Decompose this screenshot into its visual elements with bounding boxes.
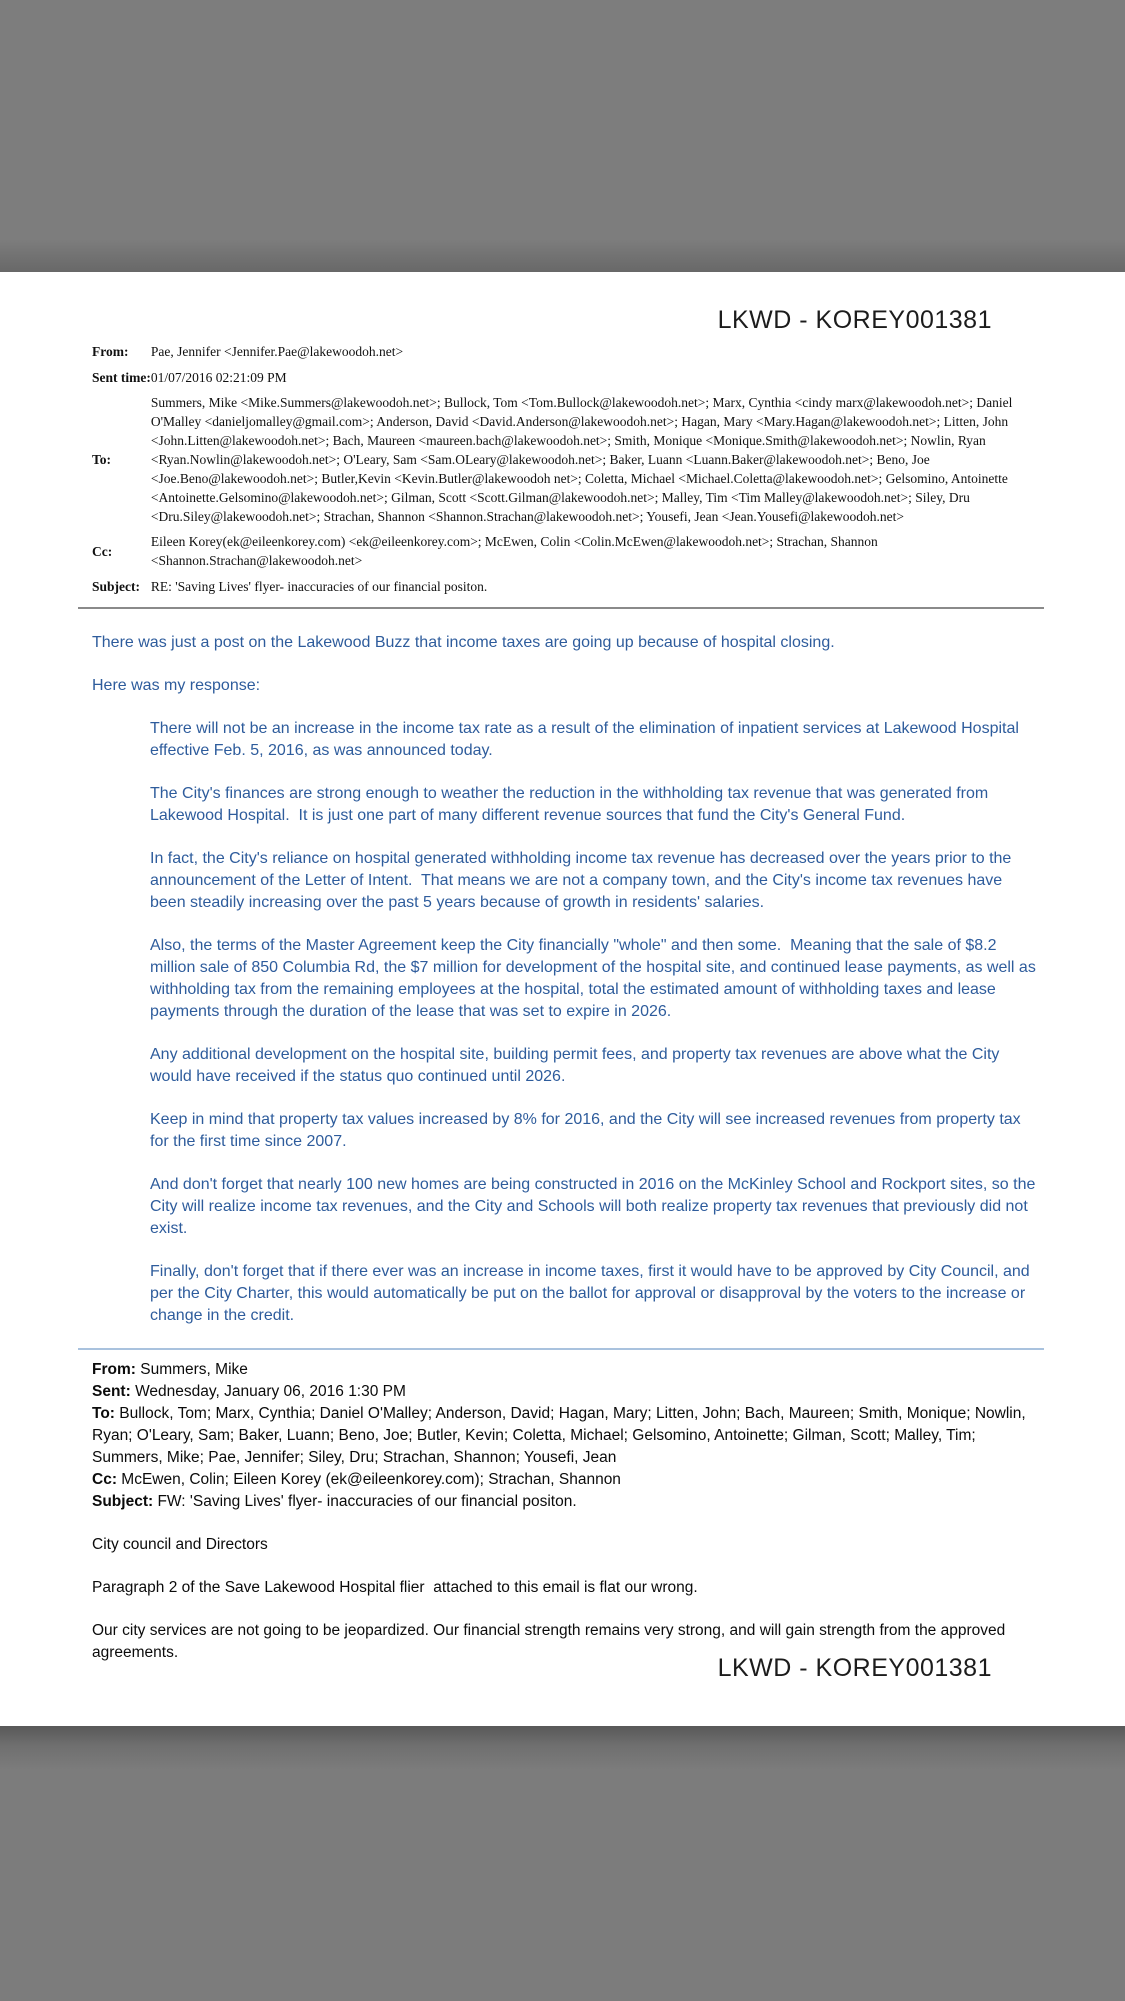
body-paragraph: And don't forget that nearly 100 new homes are being constructed in 2016 on the McKinley School and Rockport sites, so the City will realize income tax revenues, and the City and Schools will both realize property tax revenues that previously did not exist. — [150, 1176, 1040, 1237]
quoted-original-message — [92, 1359, 1040, 1664]
quoted-to-value: Bullock, Tom; Marx, Cynthia; Daniel O'Malley; Anderson, David; Hagan, Mary; Litten, John; Bach, Maureen; Smith, Monique; Nowlin, Ryan; O'Leary, Sam; Baker, Luann; Beno, Joe; Butler, Kevin; Coletta, Michael; Gelsomino, Antoinette; Gilman, Scott; Malley, Tim; Summers, Mike; Pae, Jennifer; Siley, Dru; Strachan, Shannon; Yousefi, Jean — [92, 1405, 1030, 1466]
body-paragraph: Here was my response: — [92, 677, 261, 694]
header-row-subject — [92, 573, 1040, 599]
email-header — [92, 338, 1040, 599]
subject-value: RE: 'Saving Lives' flyer- inaccuracies of our financial positon. — [150, 578, 488, 594]
body-paragraph: The City's finances are strong enough to weather the reduction in the withholding tax revenue that was generated from Lakewood Hospital. It is just one part of many different revenue sources that fund the City's General Fund. — [150, 785, 993, 824]
quoted-from-line — [92, 1359, 1040, 1381]
quoted-paragraph: Paragraph 2 of the Save Lakewood Hospital flier attached to this email is flat our wrong. — [92, 1579, 698, 1596]
subject-label: Subject: — [92, 578, 140, 594]
quoted-cc-label: Cc: — [92, 1471, 117, 1488]
header-row-sent-time — [92, 364, 1040, 390]
scanner-background-bottom — [0, 1726, 1125, 2001]
quoted-cc-line — [92, 1469, 1040, 1491]
body-paragraph: Finally, don't forget that if there ever was an increase in income taxes, first it would have to be approved by City Council, and per the City Charter, this would automatically be put on the ballot for approval or disapproval by the voters to the increase or change in the credit. — [150, 1263, 1035, 1324]
quoted-subject-value: FW: 'Saving Lives' flyer- inaccuracies of our financial positon. — [157, 1493, 577, 1510]
quoted-to-line — [92, 1403, 1040, 1469]
body-paragraph: Keep in mind that property tax values increased by 8% for 2016, and the City will see increased revenues from property tax for the first time since 2007. — [150, 1111, 1026, 1150]
body-paragraph: There will not be an increase in the income tax rate as a result of the elimination of inpatient services at Lakewood Hospital effective Feb. 5, 2016, as was announced today. — [150, 720, 1024, 759]
sent-time-value: 01/07/2016 02:21:09 PM — [150, 369, 287, 385]
quoted-sent-value: Wednesday, January 06, 2016 1:30 PM — [135, 1383, 406, 1400]
email-body — [92, 632, 1040, 1327]
quoted-subject-label: Subject: — [92, 1493, 154, 1510]
body-paragraph: In fact, the City's reliance on hospital generated withholding income tax revenue has decreased over the years prior to the announcement of the Letter of Intent. That means we are not a company town, and the City's income tax revenues have been steadily increasing over the past 5 years because of growth in residents' salaries. — [150, 850, 1016, 911]
body-paragraph: Also, the terms of the Master Agreement keep the City financially "whole" and then some. Meaning that the sale of $8.2 million sale of 850 Columbia Rd, the $7 million for development of the hospital site, and continued lease payments, as well as withholding tax from the remaining employees at the hospital, total the estimated amount of withholding taxes and lease payments through the duration of the lease that was set to expire in 2026. — [150, 937, 1041, 1020]
cc-value: Eileen Korey(ek@eileenkorey.com) <ek@eileenkorey.com>; McEwen, Colin <Colin.McEwen@lakewoodoh.net>; Strachan, Shannon <Shannon.Strachan@lakewoodoh.net> — [150, 534, 878, 568]
bates-number-top: LKWD - KOREY001381 — [717, 306, 992, 334]
cc-label: Cc: — [92, 543, 113, 559]
quoted-paragraph: City council and Directors — [92, 1536, 268, 1553]
quoted-from-label: From: — [92, 1361, 136, 1378]
header-row-to — [92, 390, 1040, 529]
bates-number-bottom: LKWD - KOREY001381 — [717, 1654, 992, 1682]
subject-divider — [78, 607, 1044, 609]
scanner-background-top — [0, 0, 1125, 272]
sent-time-label: Sent time: — [92, 369, 151, 385]
header-row-cc — [92, 529, 1040, 573]
to-value: Summers, Mike <Mike.Summers@lakewoodoh.net>; Bullock, Tom <Tom.Bullock@lakewoodoh.net>; Marx, Cynthia <cindy marx@lakewoodoh.net>; Daniel O'Malley <danieljomalley@gmail.com>; Anderson, David <David.Anderson@lakewoodoh.net>; Hagan, Mary <Mary.Hagan@lakewoodoh.net>; Litten, John <John.Litten@lakewoodoh.net>; Bach, Maureen <maureen.bach@lakewoodoh.net>; Smith, Monique <Monique.Smith@lakewoodoh.net>; Nowlin, Ryan <Ryan.Nowlin@lakewoodoh.net>; O'Leary, Sam <Sam.OLeary@lakewoodoh.net>; Baker, Luann <Luann.Baker@lakewoodoh.net>; Beno, Joe <Joe.Beno@lakewoodoh.net>; Butler,Kevin <Kevin.Butler@lakewoodoh net>; Coletta, Michael <Michael.Coletta@lakewoodoh.net>; Gelsomino, Antoinette <Antoinette.Gelsomino@lakewoodoh.net>; Gilman, Scott <Scott.Gilman@lakewoodoh.net>; Malley, Tim <Tim Malley@lakewoodoh.net>; Siley, Dru <Dru.Siley@lakewoodoh.net>; Strachan, Shannon <Shannon.Strachan@lakewoodoh.net>; Yousefi, Jean <Jean.Yousefi@lakewoodoh.net> — [150, 395, 1013, 524]
scanned-email-page — [0, 272, 1125, 1726]
quoted-to-label: To: — [92, 1405, 115, 1422]
header-row-from — [92, 338, 1040, 364]
body-paragraph: Any additional development on the hospital site, building permit fees, and property tax revenues are above what the City would have received if the status quo continued until 2026. — [150, 1046, 1004, 1085]
quoted-from-value: Summers, Mike — [140, 1361, 248, 1378]
quoted-cc-value: McEwen, Colin; Eileen Korey (ek@eileenkorey.com); Strachan, Shannon — [121, 1471, 621, 1488]
body-paragraph: There was just a post on the Lakewood Buzz that income taxes are going up because of hospital closing. — [92, 634, 835, 651]
to-label: To: — [92, 452, 112, 467]
reply-divider — [78, 1348, 1044, 1350]
quoted-paragraph: Our city services are not going to be jeopardized. Our financial strength remains very strong, and will gain strength from the approved agreements. — [92, 1622, 1010, 1661]
quoted-subject-line — [92, 1491, 1040, 1513]
quoted-sent-line — [92, 1381, 1040, 1403]
from-value: Pae, Jennifer <Jennifer.Pae@lakewoodoh.net> — [150, 343, 404, 359]
from-label: From: — [92, 343, 129, 359]
quoted-sent-label: Sent: — [92, 1383, 131, 1400]
